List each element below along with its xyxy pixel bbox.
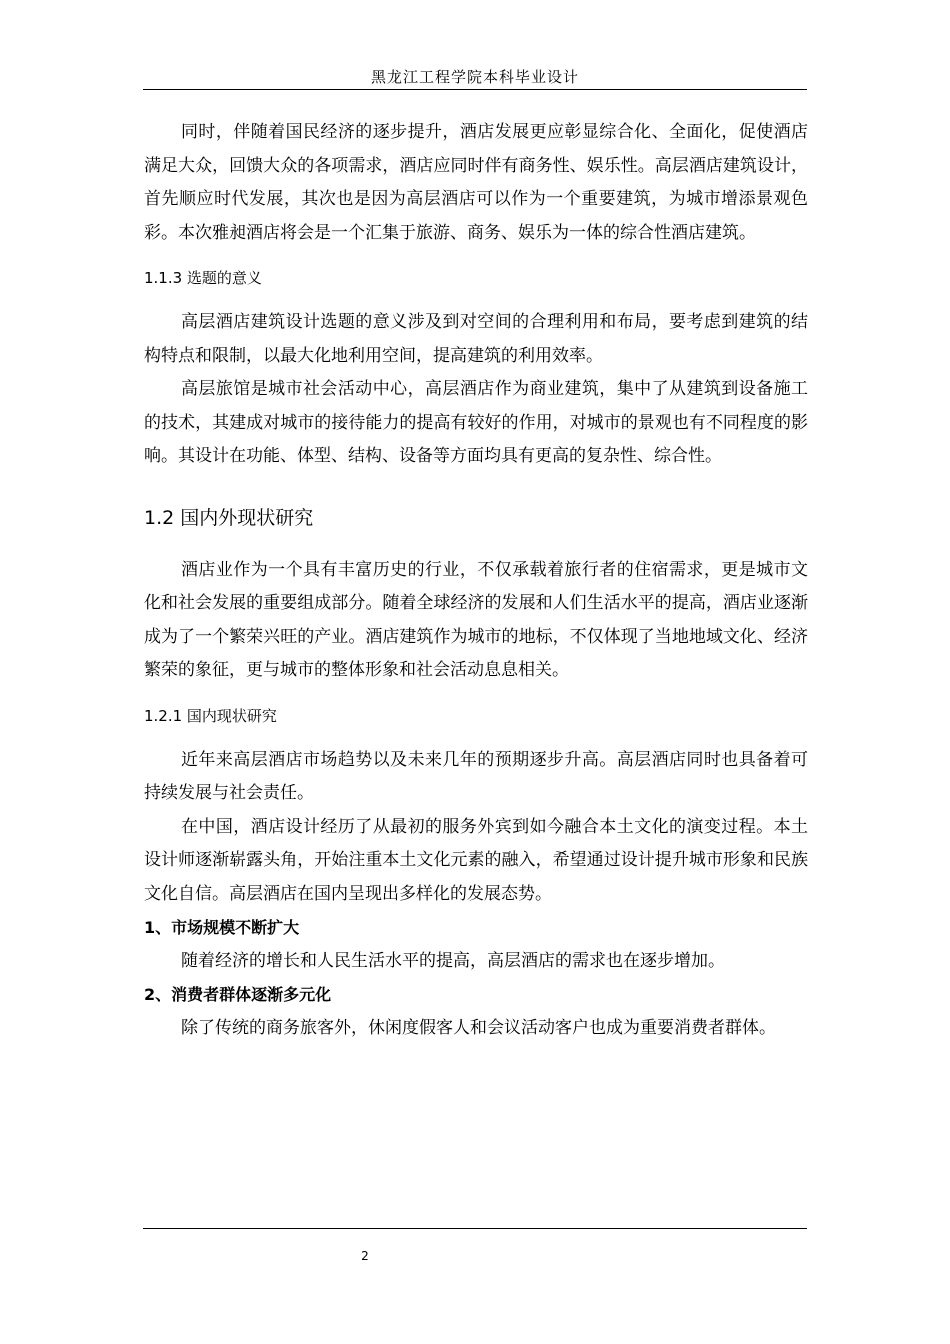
heading-1-2-1: 1.2.1 国内现状研究 [144, 706, 277, 725]
heading-1-2: 1.2 国内外现状研究 [144, 506, 314, 529]
paragraph-significance-1: 高层酒店建筑设计选题的意义涉及到对空间的合理利用和布局，要考虑到建筑的结构特点和限制，以最大化地利用空间，提高建筑的利用效率。 [144, 312, 808, 366]
list-item-2-text: 除了传统的商务旅客外，休闲度假客人和会议活动客户也成为重要消费者群体。 [181, 1017, 776, 1038]
heading-1-1-3: 1.1.3 选题的意义 [144, 269, 262, 287]
list-item-2-heading: 2、消费者群体逐渐多元化 [144, 985, 332, 1004]
list-item-1-heading: 1、市场规模不断扩大 [144, 918, 300, 937]
list-item-1-text: 随着经济的增长和人民生活水平的提高，高层酒店的需求也在逐步增加。 [181, 950, 725, 971]
page-header: 黑龙江工程学院本科毕业设计 [143, 66, 807, 90]
paragraph-intro: 同时，伴随着国民经济的逐步提升，酒店发展更应彰显综合化、全面化，促使酒店满足大众，回馈大众的各项需求，酒店应同时伴有商务性、娱乐性。高层酒店建筑设计，首先顺应时代发展，其次也是因为高层酒店可以作为一个重要建筑，为城市增添景观色彩。本次雅昶酒店将会是一个汇集于旅游、商务、娱乐为一体的综合性酒店建筑。 [144, 122, 808, 243]
footer-divider [143, 1228, 807, 1229]
paragraph-domestic-1: 近年来高层酒店市场趋势以及未来几年的预期逐步升高。高层酒店同时也具备着可持续发展与社会责任。 [144, 749, 808, 803]
page-number: 2 [361, 1249, 369, 1263]
paragraph-significance-2: 高层旅馆是城市社会活动中心，高层酒店作为商业建筑，集中了从建筑到设备施工的技术，其建成对城市的接待能力的提高有较好的作用，对城市的景观也有不同程度的影响。其设计在功能、体型、结构、设备等方面均具有更高的复杂性、综合性。 [144, 379, 808, 466]
paragraph-research-overview: 酒店业作为一个具有丰富历史的行业，不仅承载着旅行者的住宿需求，更是城市文化和社会发展的重要组成部分。随着全球经济的发展和人们生活水平的提高，酒店业逐渐成为了一个繁荣兴旺的产业。酒店建筑作为城市的地标，不仅体现了当地地域文化、经济繁荣的象征，更与城市的整体形象和社会活动息息相关。 [144, 559, 808, 680]
paragraph-domestic-2: 在中国，酒店设计经历了从最初的服务外宾到如今融合本土文化的演变过程。本土设计师逐渐崭露头角，开始注重本土文化元素的融入，希望通过设计提升城市形象和民族文化自信。高层酒店在国内呈现出多样化的发展态势。 [144, 816, 808, 904]
document-body [144, 116, 808, 1045]
